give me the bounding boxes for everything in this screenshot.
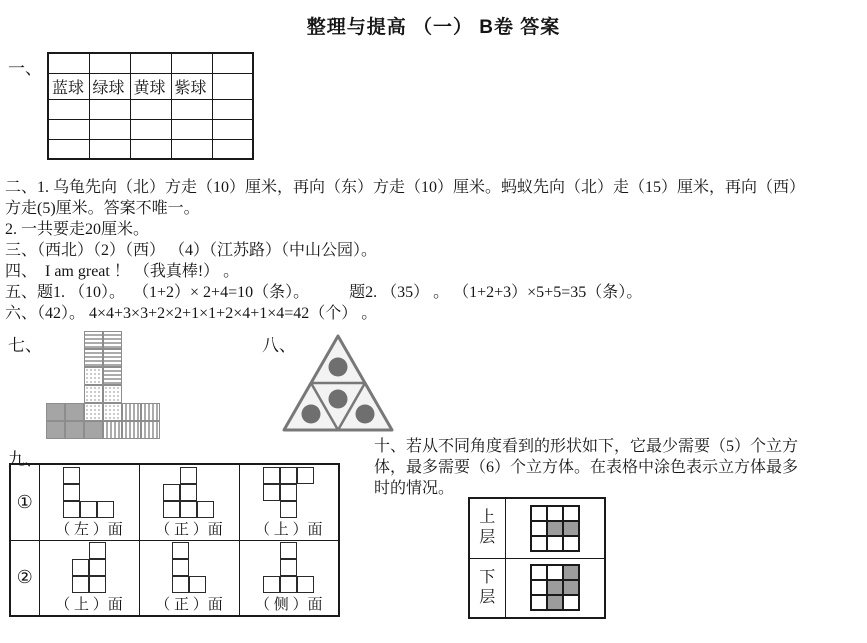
tally-cell	[130, 119, 171, 139]
table-row	[48, 99, 253, 119]
tally-cell	[130, 139, 171, 159]
figure-square	[180, 467, 197, 484]
table-row	[10, 464, 339, 540]
q1-tally-table	[47, 52, 254, 160]
block-cell-g	[84, 421, 103, 439]
block-cell-v	[141, 403, 160, 421]
tally-cell	[212, 139, 253, 159]
figure-square	[80, 501, 97, 518]
q9-view-cell	[139, 540, 239, 616]
figure-square	[280, 501, 297, 518]
block-cell-empty	[122, 385, 141, 403]
block-cell-g	[46, 421, 65, 439]
tally-cell	[212, 73, 253, 99]
layer-label-text: 下层	[479, 568, 496, 606]
figure-square	[89, 576, 106, 593]
empty-cell	[531, 506, 547, 521]
figure-square	[72, 559, 89, 576]
block-pattern-figure	[46, 331, 160, 439]
figure-square	[280, 542, 297, 559]
q9-view-inner	[40, 541, 139, 615]
view-caption: （ 正 ）面	[155, 597, 223, 613]
figure-square	[189, 576, 206, 593]
figure-square	[89, 542, 106, 559]
empty-cell	[531, 565, 547, 580]
block-cell-h	[103, 331, 122, 349]
figure-square	[172, 542, 189, 559]
q9-view-cell	[39, 540, 139, 616]
tally-cell	[171, 99, 212, 119]
dot-bottom-left	[302, 405, 321, 424]
answer-line-q2-1b: 方走(5)厘米。答案不唯一。	[5, 200, 200, 217]
q9-row-number: ①	[10, 464, 39, 540]
view-caption: （ 侧 ）面	[254, 597, 323, 613]
figure-square	[63, 501, 80, 518]
tally-cell	[89, 53, 130, 73]
tally-cell	[212, 53, 253, 73]
square-figure	[72, 542, 107, 594]
table-row	[48, 139, 253, 159]
q9-view-inner	[40, 466, 139, 540]
figure-square	[280, 484, 297, 501]
shaded-cell	[547, 521, 563, 536]
q9-view-inner	[140, 466, 239, 540]
empty-cell	[547, 506, 563, 521]
q9-row-number: ②	[10, 540, 39, 616]
block-cell-v	[103, 421, 122, 439]
q9-view-inner	[140, 541, 239, 615]
tally-cell	[48, 139, 89, 159]
dot-middle	[329, 390, 348, 409]
block-cell-g	[46, 403, 65, 421]
block-cell-h	[103, 349, 122, 367]
block-cell-empty	[46, 331, 65, 349]
block-cell-v	[141, 421, 160, 439]
q10-layers-table	[468, 497, 606, 619]
figure-square	[172, 559, 189, 576]
figure-square	[297, 576, 314, 593]
tally-cell	[89, 119, 130, 139]
block-cell-h	[84, 349, 103, 367]
q10-line-2: 体，最多需要（6）个立方体。在表格中涂色表示立方体最多	[374, 459, 799, 476]
layer-grid	[530, 505, 580, 552]
triangle-figure	[277, 333, 399, 435]
figure-square	[263, 467, 280, 484]
square-figure	[263, 467, 315, 519]
block-cell-g	[65, 403, 84, 421]
figure-square	[172, 576, 189, 593]
table-row	[48, 119, 253, 139]
table-row	[469, 558, 605, 618]
layer-grid-cell	[505, 558, 605, 618]
block-cell-empty	[122, 331, 141, 349]
figure-square	[297, 467, 314, 484]
square-figure	[63, 467, 115, 519]
q9-view-inner	[240, 466, 339, 540]
shaded-cell	[563, 521, 579, 536]
block-cell-g	[65, 421, 84, 439]
figure-square	[280, 559, 297, 576]
figure-square	[63, 467, 80, 484]
empty-cell	[563, 536, 579, 551]
tally-cell	[130, 53, 171, 73]
block-cell-d	[84, 403, 103, 421]
figure-square	[280, 576, 297, 593]
layer-grid	[530, 564, 580, 611]
answer-text-block	[5, 177, 865, 324]
tally-cell: 黄球	[130, 73, 171, 99]
tally-cell	[171, 139, 212, 159]
square-figure	[163, 467, 215, 519]
block-cell-empty	[65, 331, 84, 349]
shaded-cell	[547, 580, 563, 595]
table-row	[469, 498, 605, 558]
figure-square	[163, 501, 180, 518]
block-cell-empty	[141, 349, 160, 367]
block-cell-d	[84, 367, 103, 385]
tally-cell: 绿球	[89, 73, 130, 99]
block-cell-empty	[141, 367, 160, 385]
block-cell-v	[122, 403, 141, 421]
tally-cell: 蓝球	[48, 73, 89, 99]
figure-square	[180, 484, 197, 501]
q9-view-cell	[239, 540, 339, 616]
q9-view-inner	[240, 541, 339, 615]
shaded-cell	[547, 595, 563, 610]
layer-grid-cell	[505, 498, 605, 558]
q10-line-1: 十、若从不同角度看到的形状如下，它最少需要（5）个立方	[374, 438, 799, 455]
answer-line-q3: 三、（西北）（2）（西） （4）（江苏路）（中山公园）。	[5, 242, 378, 259]
block-cell-d	[103, 403, 122, 421]
block-cell-h	[103, 367, 122, 385]
figure-square	[197, 501, 214, 518]
tally-cell	[212, 99, 253, 119]
figure-square	[263, 576, 280, 593]
q1-label: 一、	[8, 59, 42, 78]
block-cell-v	[122, 421, 141, 439]
q7-label: 七、	[8, 336, 42, 355]
q9-view-cell	[39, 464, 139, 540]
view-caption: （ 左 ）面	[55, 521, 123, 538]
q10-text-block	[374, 436, 866, 499]
q9-label: 九、	[8, 450, 42, 469]
figure-square	[72, 576, 89, 593]
figure-square	[163, 484, 180, 501]
figure-square	[97, 501, 114, 518]
tally-cell	[48, 53, 89, 73]
tally-cell	[89, 139, 130, 159]
block-cell-d	[84, 385, 103, 403]
layer-label-text: 上层	[479, 509, 496, 547]
block-cell-d	[103, 385, 122, 403]
empty-cell	[563, 506, 579, 521]
block-cell-empty	[46, 385, 65, 403]
tally-cell	[171, 53, 212, 73]
dot-top	[329, 358, 348, 377]
q9-view-cell	[139, 464, 239, 540]
answer-line-q2-2: 2. 一共要走20厘米。	[5, 221, 150, 238]
square-figure	[263, 542, 315, 594]
block-cell-empty	[141, 385, 160, 403]
tally-cell	[48, 119, 89, 139]
empty-cell	[547, 565, 563, 580]
empty-cell	[531, 536, 547, 551]
empty-cell	[531, 595, 547, 610]
layer-label	[469, 558, 505, 618]
tally-cell: 紫球	[171, 73, 212, 99]
empty-cell	[531, 521, 547, 536]
block-cell-empty	[65, 367, 84, 385]
table-row	[48, 73, 253, 99]
figure-square	[263, 484, 280, 501]
shaded-cell	[563, 565, 579, 580]
table-row	[10, 540, 339, 616]
block-cell-h	[84, 331, 103, 349]
dot-bottom-right	[356, 405, 375, 424]
empty-cell	[563, 595, 579, 610]
tally-cell	[89, 99, 130, 119]
block-cell-empty	[141, 331, 160, 349]
empty-cell	[547, 536, 563, 551]
block-cell-empty	[46, 367, 65, 385]
q8-label: 八、	[262, 336, 296, 355]
layer-label	[469, 498, 505, 558]
block-cell-empty	[122, 367, 141, 385]
square-figure	[172, 542, 207, 594]
answer-line-q6: 六、（42）。 4×4+3×3+2×2+1×1+2×4+1×4=42（个） 。	[5, 305, 378, 322]
view-caption: （ 正 ）面	[155, 521, 223, 538]
block-cell-empty	[65, 349, 84, 367]
answer-line-q2-1: 二、1. 乌龟先向（北）方走（10）厘米，再向（东）方走（10）厘米。蚂蚁先向（北）走（15）厘米，再向（西）	[5, 179, 806, 196]
block-cell-empty	[122, 349, 141, 367]
figure-square	[280, 467, 297, 484]
figure-square	[89, 559, 106, 576]
view-caption: （ 上 ）面	[254, 521, 323, 538]
q9-view-cell	[239, 464, 339, 540]
tally-cell	[130, 99, 171, 119]
shaded-cell	[563, 580, 579, 595]
tally-cell	[212, 119, 253, 139]
view-caption: （ 上 ）面	[55, 597, 123, 613]
block-cell-empty	[46, 349, 65, 367]
figure-square	[63, 484, 80, 501]
tally-cell	[48, 99, 89, 119]
answer-line-q4: 四、 I am great ！ （我真棒!） 。	[5, 263, 240, 280]
empty-cell	[531, 580, 547, 595]
q9-views-table	[9, 463, 340, 617]
q10-line-3: 时的情况。	[374, 480, 455, 497]
table-row	[48, 53, 253, 73]
answer-line-q5: 五、题1. （10）。 （1+2）× 2+4=10（条）。 题2. （35） 。 （1+2+3）×5+5=35（条）。	[5, 284, 643, 301]
figure-square	[180, 501, 197, 518]
page-title: 整理与提高 （一） B卷 答案	[306, 17, 561, 38]
block-cell-empty	[65, 385, 84, 403]
tally-cell	[171, 119, 212, 139]
